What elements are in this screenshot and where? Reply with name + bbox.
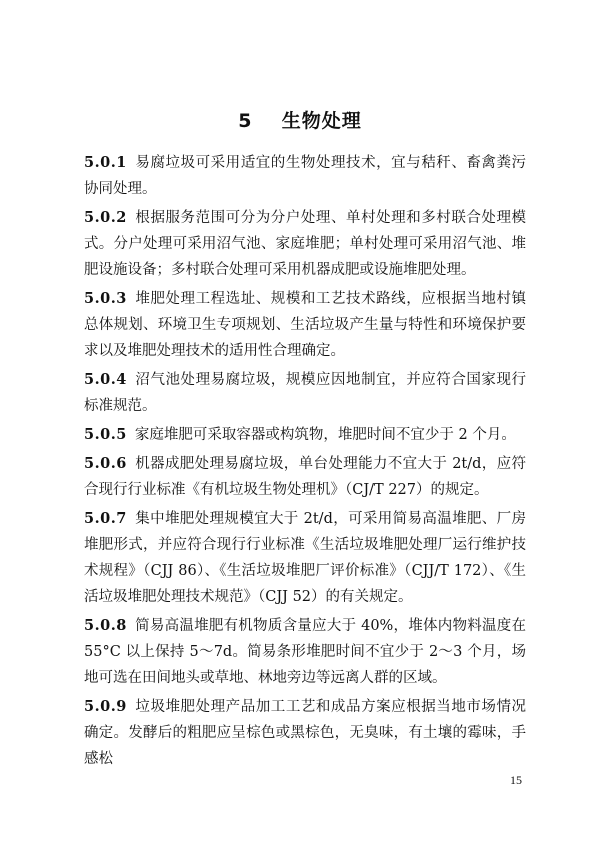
clause-text: 垃圾堆肥处理产品加工工艺和成品方案应根据当地市场情况确定。发酵后的粗肥应呈棕色或黑棕色，无臭味，有土壤的霉味，手感松 (84, 699, 526, 767)
clause-text: 易腐垃圾可采用适宜的生物处理技术，宜与秸秆、畜禽粪污协同处理。 (84, 155, 526, 197)
clause-5-0-2 (84, 205, 526, 283)
clause-5-0-9 (84, 694, 526, 772)
chapter-body (84, 150, 526, 775)
clause-text: 沼气池处理易腐垃圾，规模应因地制宜，并应符合国家现行标准规范。 (84, 372, 526, 414)
chapter-title (0, 106, 600, 133)
clause-number: 5.0.9 (84, 698, 127, 715)
clause-text: 堆肥处理工程选址、规模和工艺技术路线，应根据当地村镇总体规划、环境卫生专项规划、生活垃圾产生量与特性和环境保护要求以及堆肥处理技术的适用性合理确定。 (84, 291, 526, 359)
clause-text: 家庭堆肥可采取容器或构筑物，堆肥时间不宜少于 2 个月。 (134, 427, 516, 443)
clause-5-0-6 (84, 451, 526, 503)
page-number: 15 (510, 773, 522, 787)
chapter-number: 5 (238, 110, 253, 132)
clause-5-0-8 (84, 613, 526, 691)
clause-number: 5.0.6 (84, 455, 127, 472)
clause-text: 简易高温堆肥有机物质含量应大于 40%，堆体内物料温度在 55°C 以上保持 5～7d。简易条形堆肥时间不宜少于 2～3 个月，场地可选在田间地头或草地、林地旁边等远离人群的区域。 (84, 618, 526, 686)
clause-number: 5.0.5 (84, 426, 127, 443)
clause-number: 5.0.4 (84, 371, 127, 388)
clause-number: 5.0.2 (84, 209, 127, 226)
clause-text: 机器成肥处理易腐垃圾，单台处理能力不宜大于 2t/d，应符合现行行业标准《有机垃圾生物处理机》（CJ/T 227）的规定。 (84, 456, 526, 498)
clause-number: 5.0.3 (84, 290, 127, 307)
clause-text: 集中堆肥处理规模宜大于 2t/d，可采用简易高温堆肥、厂房堆肥形式，并应符合现行行业标准《生活垃圾堆肥处理厂运行维护技术规程》（CJJ 86）、《生活垃圾堆肥厂评价标准》（CJJ/T 172）、《生活垃圾堆肥处理技术规范》（CJJ 52）的有关规定。 (84, 511, 526, 605)
clause-number: 5.0.1 (84, 154, 127, 171)
clause-text: 根据服务范围可分为分户处理、单村处理和多村联合处理模式。分户处理可采用沼气池、家庭堆肥；单村处理可采用沼气池、堆肥设施设备；多村联合处理可采用机器成肥或设施堆肥处理。 (84, 210, 526, 278)
clause-5-0-1 (84, 150, 526, 202)
clause-5-0-5 (84, 422, 526, 448)
clause-5-0-3 (84, 286, 526, 364)
clause-5-0-7 (84, 506, 526, 610)
clause-5-0-4 (84, 367, 526, 419)
clause-number: 5.0.8 (84, 617, 127, 634)
chapter-name: 生物处理 (281, 110, 362, 132)
clause-number: 5.0.7 (84, 510, 127, 527)
